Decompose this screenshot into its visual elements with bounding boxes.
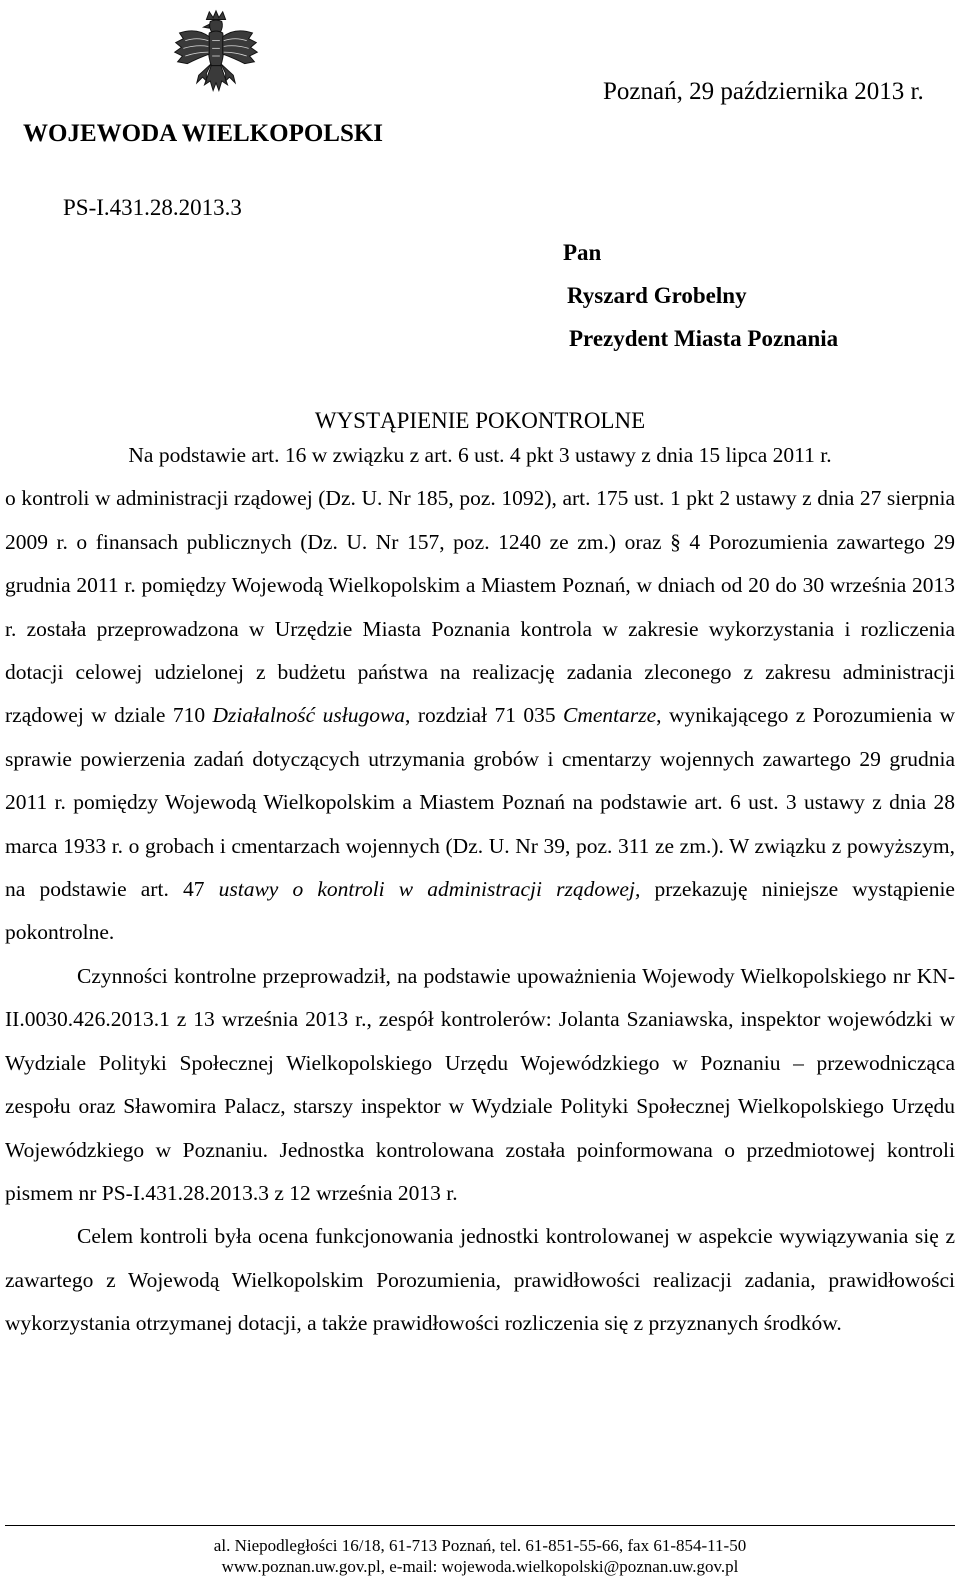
reference-number: PS-I.431.28.2013.3 bbox=[63, 195, 242, 220]
italic-segment: Cmentarze bbox=[563, 703, 657, 728]
paragraph-legal-basis bbox=[5, 477, 955, 954]
addressee-title: Prezydent Miasta Poznania bbox=[569, 326, 839, 351]
polish-eagle-emblem-icon bbox=[168, 8, 264, 104]
text-segment: , wynikającego z Porozumienia w sprawie powierzenia zadań dotyczących utrzymania grobów i cmentarzy wojennych zawartego 29 grudnia 2011 r. pomiędzy Wojewodą Wielkopolskim a Miastem Poznań na podstawie art. 6 ust. 3 ustawy z dnia 28 marca 1933 r. o grobach i cmentarzach wojennych (Dz. U. Nr 39, poz. 311 ze zm.). W związku z powyższym, na podstawie art. 47 bbox=[5, 703, 956, 902]
addressee-name: Ryszard Grobelny bbox=[567, 283, 747, 308]
paragraph-control-team: Czynności kontrolne przeprowadził, na podstawie upoważnienia Wojewody Wielkopolskiego nr KN-II.0030.426.2013.1 z 13 września 2013 r., zespół kontrolerów: Jolanta Szaniawska, inspektor wojewódzki w Wydziale Polityki Społecznej Wielkopolskiego Urzędu Wojewódzkiego w Poznaniu – przewodnicząca zespołu oraz Sławomira Palacz, starszy inspektor w Wydziale Polityki Społecznej Wielkopolskiego Urzędu Wojewódzkiego w Poznaniu. Jednostka kontrolowana została poinformowana o przedmiotowej kontroli pismem nr PS-I.431.28.2013.3 z 12 września 2013 r. bbox=[5, 963, 955, 1205]
footer-contact: www.poznan.uw.gov.pl, e-mail: wojewoda.wielkopolski@poznan.uw.gov.pl bbox=[221, 1557, 739, 1576]
italic-segment: ustawy o kontroli w administracji rządowej, bbox=[218, 877, 641, 902]
document-body bbox=[5, 434, 955, 1346]
text-segment: o kontroli w administracji rządowej (Dz. U. Nr 185, poz. 1092), art. 175 ust. 1 pkt 2 ustawy z dnia 27 sierpnia 2009 r. o finansach publicznych (Dz. U. Nr 157, poz. 1240 ze zm.) oraz § 4 Porozumienia zawartego 29 grudnia 2011 r. pomiędzy Wojewodą Wielkopolskim a Miastem Poznań, w dniach od 20 do 30 września 2013 r. została przeprowadzona w Urzędzie Miasta Poznania kontrola w zakresie wykorzystania i rozliczenia dotacji celowej udzielonej z budżetu państwa na realizację zadania zleconego z zakresu administracji rządowej w dziale 710 bbox=[5, 486, 955, 728]
issuing-office: WOJEWODA WIELKOPOLSKI bbox=[23, 120, 384, 147]
footer-address: al. Niepodległości 16/18, 61-713 Poznań, tel. 61-851-55-66, fax 61-854-11-50 bbox=[213, 1536, 747, 1555]
document-date: Poznań, 29 października 2013 r. bbox=[603, 78, 924, 105]
paragraph-control-purpose: Celem kontroli była ocena funkcjonowania jednostki kontrolowanej w aspekcie wywiązywania się z zawartego z Wojewodą Wielkopolskim Porozumienia, prawidłowości realizacji zadania, prawidłowości wykorzystania otrzymanej dotacji, a także prawidłowości rozliczenia się z przyznanych środków. bbox=[5, 1224, 955, 1336]
document-title: WYSTĄPIENIE POKONTROLNE bbox=[314, 408, 646, 433]
footer-divider bbox=[5, 1525, 955, 1526]
addressee-salutation: Pan bbox=[563, 240, 602, 265]
paragraph-intro-line: Na podstawie art. 16 w związku z art. 6 ust. 4 pkt 3 ustawy z dnia 15 lipca 2011 r. bbox=[128, 443, 832, 467]
text-segment: , rozdział 71 035 bbox=[405, 703, 563, 728]
italic-segment: Działalność usługowa bbox=[212, 703, 406, 728]
footer bbox=[0, 1535, 960, 1577]
text-segment: przekazuję niniejsze wystąpienie pokontrolne. bbox=[5, 877, 955, 945]
